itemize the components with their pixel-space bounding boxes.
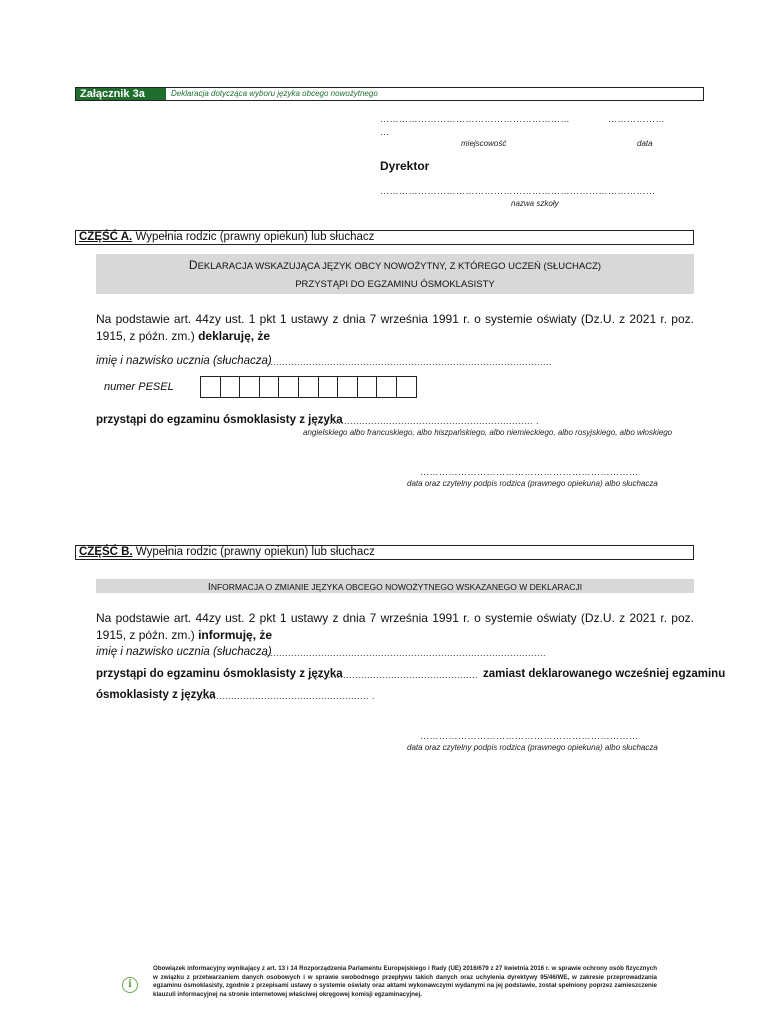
pesel-cell[interactable]	[298, 376, 319, 398]
student-name-label-b: imię i nazwisko ucznia (słuchacza)	[96, 646, 272, 658]
pesel-cell[interactable]	[259, 376, 280, 398]
declaration-title-line1: EKLARACJA WSKAZUJĄCA JĘZYK OBCY NOWOŻYTNY, Z KTÓREGO UCZEŃ (SŁUCHACZ)	[197, 261, 602, 272]
pesel-cell[interactable]	[200, 376, 221, 398]
pesel-cell[interactable]	[357, 376, 378, 398]
section-b-legal-basis: Na podstawie art. 44zy ust. 2 pkt 1 ustawy z dnia 7 września 1991 r. o systemie oświaty (Dz.U. z 2021 r. poz. 1915, z późn. zm.)	[96, 611, 694, 642]
pesel-cell[interactable]	[239, 376, 260, 398]
pesel-grid[interactable]	[201, 376, 417, 398]
pesel-cell[interactable]	[337, 376, 358, 398]
director-label: Dyrektor	[380, 159, 430, 173]
student-name-dots[interactable]: ..............................................................................................	[270, 357, 553, 367]
information-title-initial: I	[207, 581, 211, 593]
section-a-paragraph	[96, 311, 694, 345]
section-b-text: Wypełnia rodzic (prawny opiekun) lub słuchacz	[135, 546, 375, 558]
information-title-text: NFORMACJA O ZMIANIE JĘZYKA OBCEGO NOWOŻYTNEGO WSKAZANEGO W DEKLARACJI	[210, 582, 583, 592]
declaration-title-line2: PRZYSTĄPI DO EGZAMINU ÓSMOKLASISTY	[295, 279, 495, 290]
section-b-header	[75, 545, 694, 560]
exam2-language-label: ósmoklasisty z języka	[96, 689, 216, 701]
date-caption: data	[637, 139, 653, 148]
date-dots[interactable]: ………………	[608, 114, 665, 124]
pesel-cell[interactable]	[318, 376, 339, 398]
exam-language-dots[interactable]: ........................................................................... .	[308, 416, 540, 426]
section-a-text: Wypełnia rodzic (prawny opiekun) lub słuchacz	[135, 231, 375, 243]
section-b-prefix: CZĘŚĆ B.	[79, 546, 133, 558]
school-name-caption: nazwa szkoły	[511, 199, 559, 208]
student-name-label: imię i nazwisko ucznia (słuchacza)	[96, 355, 272, 367]
section-b-inform: informuję, że	[198, 628, 273, 642]
signature-dots-a[interactable]: ……………………………………………………………	[420, 467, 639, 477]
declaration-title	[96, 254, 694, 294]
attachment-header	[75, 87, 704, 101]
section-a-header	[75, 230, 694, 245]
pesel-cell[interactable]	[376, 376, 397, 398]
section-a-prefix: CZĘŚĆ A.	[79, 231, 133, 243]
section-a-declare: deklaruję, że	[198, 329, 271, 343]
pesel-label: numer PESEL	[104, 381, 174, 393]
place-dots-tail: …	[380, 127, 390, 137]
place-caption: miejscowość	[461, 139, 507, 148]
info-icon: i	[122, 977, 138, 993]
exam-language-dots-b[interactable]: ........................................................	[310, 670, 479, 680]
instead-label: zamiast deklarowanego wcześniej egzaminu	[483, 668, 726, 680]
section-a-legal-basis: Na podstawie art. 44zy ust. 1 pkt 1 ustawy z dnia 7 września 1991 r. o systemie oświaty (Dz.U. z 2021 r. poz. 1915, z późn. zm.)	[96, 312, 694, 343]
gdpr-notice: Obowiązek informacyjny wynikający z art. 13 i 14 Rozporządzenia Parlamentu Europejskiego i Rady (UE) 2016/679 z 27 kwietnia 2016 r. w sprawie ochrony osób fizycznych w związku z przetwarzaniem danych osobowych i w sprawie swobodnego przepływu takich danych oraz uchylenia dyrektywy 95/46/WE, w zakresie przeprowadzania egzaminu ósmoklasisty, zgodnie z przepisami ustawy o systemie oświaty oraz aktami wykonawczymi wydanymi na jej podstawie, został spełniony poprzez zamieszczenie klauzuli informacyjnej na stronie internetowej właściwej okręgowej komisji egzaminacyjnej.	[153, 965, 657, 998]
information-title	[96, 579, 694, 593]
school-name-dots[interactable]: ……………………………………………………………………………	[380, 186, 656, 196]
student-name-dots-b[interactable]: ..............................................................................................	[264, 648, 547, 658]
exam-language-label: przystąpi do egzaminu ósmoklasisty z języka	[96, 414, 343, 426]
section-b-paragraph	[96, 610, 694, 644]
attachment-label: Załącznik 3a	[76, 88, 166, 100]
exam-language-label-b: przystąpi do egzaminu ósmoklasisty z języka	[96, 668, 343, 680]
signature-dots-b[interactable]: ……………………………………………………………	[420, 731, 639, 741]
exam2-language-dots[interactable]: ........................................................ .	[201, 691, 376, 701]
pesel-cell[interactable]	[396, 376, 417, 398]
declaration-title-initial: D	[188, 258, 198, 272]
signature-caption-a: data oraz czytelny podpis rodzica (prawnego opiekuna) albo słuchacza	[407, 479, 658, 488]
pesel-cell[interactable]	[278, 376, 299, 398]
languages-caption: angielskiego albo francuskiego, albo hiszpańskiego, albo niemieckiego, albo rosyjskiego, albo włoskiego	[303, 428, 673, 437]
place-dots[interactable]: ……………………………………………………	[380, 114, 570, 124]
signature-caption-b: data oraz czytelny podpis rodzica (prawnego opiekuna) albo słuchacza	[407, 743, 658, 752]
pesel-cell[interactable]	[220, 376, 241, 398]
attachment-description: Deklaracja dotycząca wyboru języka obcego nowożytnego	[171, 89, 378, 98]
